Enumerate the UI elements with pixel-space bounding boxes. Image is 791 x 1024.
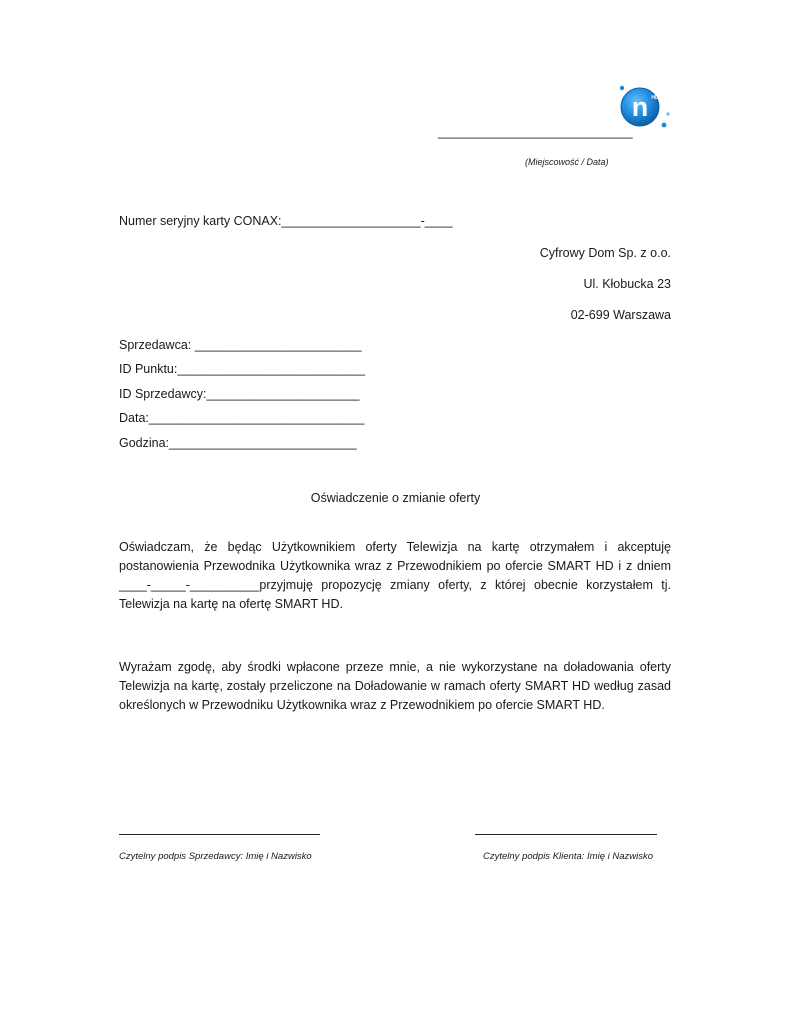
logo-letter: n (631, 92, 649, 122)
place-date-line: ____________________________ (438, 125, 633, 139)
date-field: Data:_______________________________ (119, 411, 365, 425)
declaration-paragraph-1: Oświadczam, że będąc Użytkownikiem oferty Telewizja na kartę otrzymałem i akceptuję postanowienia Przewodnika Użytkownika wraz z Przewodnikiem po ofercie SMART HD i z dniem ____-_____-__________przyjmuję propozycję zmiany oferty, z której obecnie korzystałem tj. Telewizja na kartę na ofertę SMART HD. (119, 540, 671, 611)
client-signature-caption: Czytelny podpis Klienta: Imię i Nazwisko (483, 851, 654, 862)
recipient-street: Ul. Kłobucka 23 (583, 277, 671, 291)
declaration-paragraph-2: Wyrażam zgodę, aby środki wpłacone przeze mnie, a nie wykorzystane na doładowania oferty Telewizja na kartę, zostały przeliczone na Doładowanie w ramach oferty SMART HD według zasad określonych w Przewodniku Użytkownika wraz z Przewodnikiem po ofercie SMART HD. (119, 660, 671, 712)
point-id-field: ID Punktu:___________________________ (119, 362, 366, 376)
logo-badge: HD (651, 95, 659, 101)
conax-serial-label: Numer seryjny karty CONAX:____________________-____ (119, 214, 453, 228)
time-field: Godzina:___________________________ (119, 436, 357, 450)
recipient-company: Cyfrowy Dom Sp. z o.o. (539, 246, 671, 260)
recipient-city: 02-699 Warszawa (570, 308, 671, 322)
place-date-caption: (Miejscowość / Data) (525, 157, 609, 167)
seller-id-field: ID Sprzedawcy:______________________ (119, 387, 360, 401)
client-signature-line (475, 834, 657, 835)
seller-field: Sprzedawca: ________________________ (119, 338, 362, 352)
document-title: Oświadczenie o zmianie oferty (310, 491, 481, 505)
seller-signature-caption: Czytelny podpis Sprzedawcy: Imię i Nazwisko (119, 851, 312, 862)
seller-signature-line (119, 834, 320, 835)
